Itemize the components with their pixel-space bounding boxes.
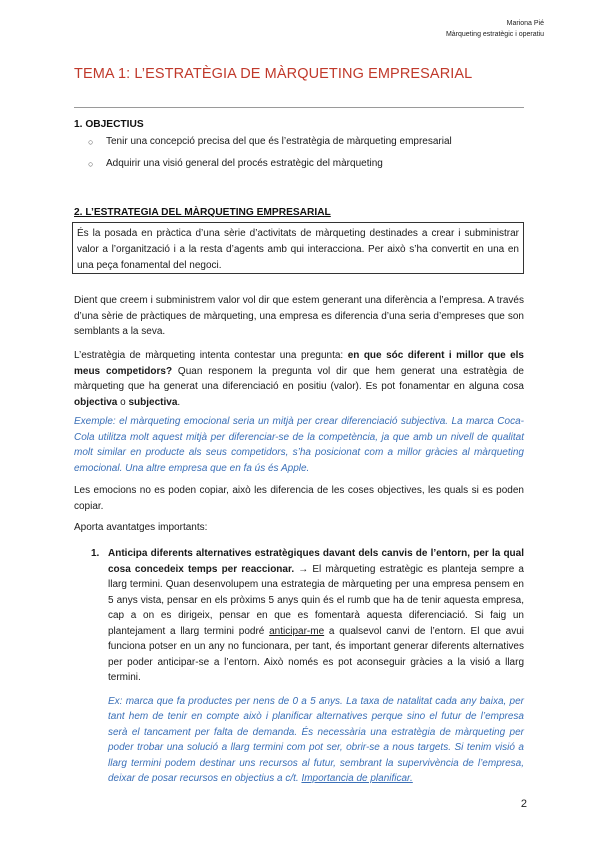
section2-heading-text: 2. L’ESTRATEGIA DEL MÀRQUETING EMPRESARIAL (74, 207, 331, 218)
paragraph-3: Les emocions no es poden copiar, això les diferencia de les coses objectives, les quals si es poden copiar. (74, 485, 524, 512)
advantage-underlined: anticipar-me (269, 625, 325, 637)
list-number: 1. (91, 548, 100, 559)
advantage-body: a qualsevol canvi de l’entorn. El que avui funciona potser en un any no funcionara, per tant, és important generar diferents alternatives per poder anticipar-se a l’entorn. Això només es pot aconseguir gràcies a la visió a llarg termini. (108, 625, 524, 683)
paragraph-1: Dient que creem i subministrem valor vol dir que estem generant una diferència a l’empresa. A través d’una sèrie de pràctiques de màrqueting, una empresa es diferencia d’una seria d’empreses que son semblants a la seva. (74, 295, 524, 337)
p2-objective: objectiva (74, 396, 118, 408)
list-item (74, 136, 452, 158)
paragraph-4: Aporta avantatges importants: (74, 522, 208, 533)
advantages-list (74, 546, 524, 787)
section2-heading (74, 207, 331, 218)
example-coca-cola: Exemple: el màrqueting emocional seria un mitjà per crear diferenciació subjectiva. La marca Coca-Cola utilitza molt aquest mitjà per diferenciar-se de la competència, ja que amb un nivell de qualitat molt similar en producte als seus competidors, s’ha posicionat com a millor gràcies al màrqueting emocional. Una altre empresa que en fa ús és Apple. (74, 416, 524, 474)
list-item (108, 546, 524, 787)
page-header (446, 18, 544, 40)
example-underlined: Importancia de planificar. (301, 773, 413, 784)
example-natalitat (108, 694, 524, 787)
p2-text: Quan responem la pregunta vol dir que hem generat una estratègia de màrqueting que ha generat una diferenciació en positiu (valor). Es pot fonamentar en alguna cosa (74, 365, 524, 392)
circle-bullet-icon: ○ (88, 137, 94, 147)
paragraph-2 (74, 348, 524, 410)
objectives-list (74, 136, 452, 180)
objective-text: Tenir una concepció precisa del que és l’estratègia de màrqueting empresarial (106, 136, 452, 147)
section1-heading: 1. OBJECTIUS (74, 119, 144, 130)
objective-text: Adquirir una visió general del procés estratègic del màrqueting (106, 158, 383, 169)
advantage-heading: Anticipa diferents alternatives estratègiques davant dels canvis de l’entorn, per la qual cosa concedeix temps per reaccionar. (108, 548, 524, 575)
advantage-body: → El màrqueting estratègic es planteja sempre a llarg termini. Quan desenvolupem una estrategia de màrqueting per una empresa pensem en 5 anys vista, pensar en els pròxims 5 anys quin és el rumb que ha de tenir aquesta empresa, cap a on es dirigeix, pensar en que es fomentarà aquesta diferenciació. Si faig un plantejament a llarg termini podré (108, 563, 524, 637)
list-item (74, 158, 452, 180)
advantage-text (108, 546, 524, 686)
p2-question: en que sóc diferent i millor que els meus competidors? (74, 350, 524, 377)
page-title: TEMA 1: L’ESTRATÈGIA DE MÀRQUETING EMPRESARIAL (74, 66, 473, 82)
p2-text: L’estratègia de màrqueting intenta contestar una pregunta: (74, 350, 348, 361)
definition-box: És la posada en pràctica d’una sèrie d’activitats de màrqueting destinades a crear i subministrar valor a l’organització i a la resta d’agents amb qui interacciona. Per això s’ha convertit en una en una peça fonamental del negoci. (72, 222, 524, 274)
p2-text: . (177, 396, 181, 408)
p2-subjective: subjectiva (128, 396, 178, 408)
circle-bullet-icon: ○ (88, 159, 94, 169)
title-divider (74, 107, 524, 108)
page-number: 2 (520, 798, 527, 810)
header-author: Mariona Pié (506, 20, 544, 27)
header-course: Màrqueting estratègic i operatiu (445, 31, 544, 38)
p2-text: o (117, 396, 129, 408)
example-text: Ex: marca que fa productes per nens de 0 a 5 anys. La taxa de natalitat cada any baixa, per tant hem de tenir en compte això i planificar alternatives perque sino el futur de l’empresa serà el tancament per falta de demanda. És necessària una estratègia de màrqueting per poder trobar una solució a llarg termini com pot ser, obrir-se a nous targets. Si tenim visió a llarg termini podem destinar uns recursos al futur, sembrant la supervivència de l’empresa, deixar de posar recursos en objectius a c/t. (108, 695, 524, 784)
